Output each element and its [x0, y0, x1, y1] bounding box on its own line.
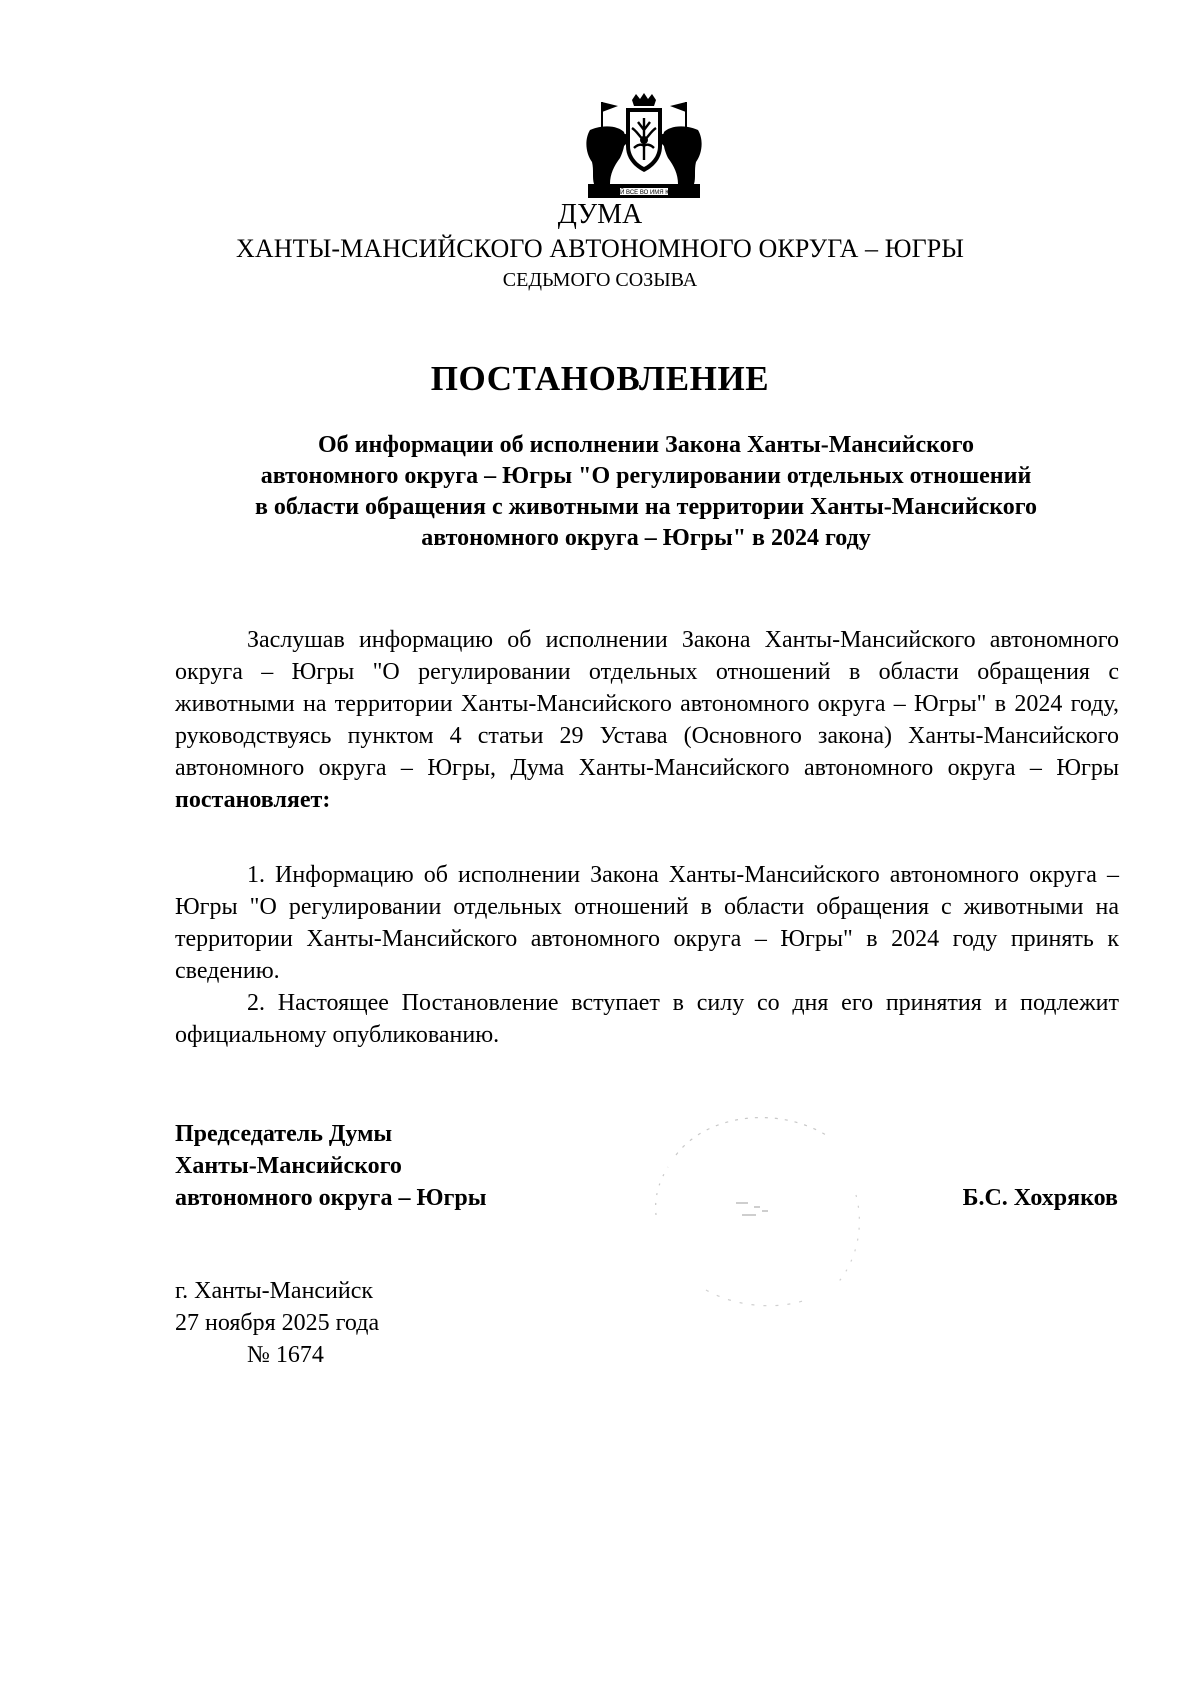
date-of-issue: 27 ноября 2025 года [175, 1310, 380, 1336]
resolution-points [175, 859, 1119, 1051]
seal-stamp-trace [636, 1085, 886, 1335]
subject-line: Об информации об исполнении Закона Ханты-Мансийского [318, 432, 974, 458]
subject-line: в области обращения с животными на территории Ханты-Мансийского [254, 494, 1038, 520]
document-footer [175, 1275, 379, 1371]
position-line: автономного округа – Югры [175, 1185, 487, 1211]
resolves-keyword: постановляет: [175, 787, 331, 813]
resolution-point-1: 1. Информацию об исполнении Закона Ханты-Мансийского автономного округа – Югры "О регулировании отдельных отношений в области обращения с животными на территории Ханты-Мансийского автономного округа – Югры" в 2024 году принять к сведению. [175, 862, 1119, 984]
organization-name: ДУМА [557, 199, 643, 230]
subject-line: автономного округа – Югры" в 2024 году [421, 525, 871, 551]
preamble-text: Заслушав информацию об исполнении Закона Ханты-Мансийского автономного округа – Югры "О регулировании отдельных отношений в области обращения с животными на территории Ханты-Мансийского автономного округа – Югры" в 2024 году, руководствуясь пунктом 4 статьи 29 Устава (Основного закона) Ханты-Мансийского автономного округа – Югры, Дума Ханты-Мансийского автономного округа – Югры [175, 627, 1119, 781]
svg-text:ДЕЛАЙ ВСЕ ВО ИМЯ ЮГРЫ: ДЕЛАЙ ВСЕ ВО ИМЯ ЮГРЫ [604, 190, 684, 196]
document-subject [160, 430, 1132, 554]
region-name: ХАНТЫ-МАНСИЙСКОГО АВТОНОМНОГО ОКРУГА – ЮГРЫ [235, 234, 965, 263]
document-number: № 1674 [247, 1342, 324, 1368]
preamble-paragraph [175, 624, 1119, 816]
preamble [175, 624, 1119, 816]
position-line: Ханты-Мансийского [175, 1153, 402, 1179]
signatory-name: Б.С. Хохряков [962, 1185, 1118, 1211]
position-line: Председатель Думы [175, 1121, 393, 1147]
coat-of-arms-emblem [580, 92, 708, 204]
subject-line: автономного округа – Югры "О регулировании отдельных отношений [260, 463, 1032, 489]
convocation: СЕДЬМОГО СОЗЫВА [502, 269, 698, 291]
document-type-title: ПОСТАНОВЛЕНИЕ [430, 359, 770, 398]
place-of-issue: г. Ханты-Мансийск [175, 1278, 374, 1304]
resolution-point-2: 2. Настоящее Постановление вступает в силу со дня его принятия и подлежит официальному опубликованию. [175, 990, 1119, 1048]
signatory-position [175, 1118, 486, 1214]
